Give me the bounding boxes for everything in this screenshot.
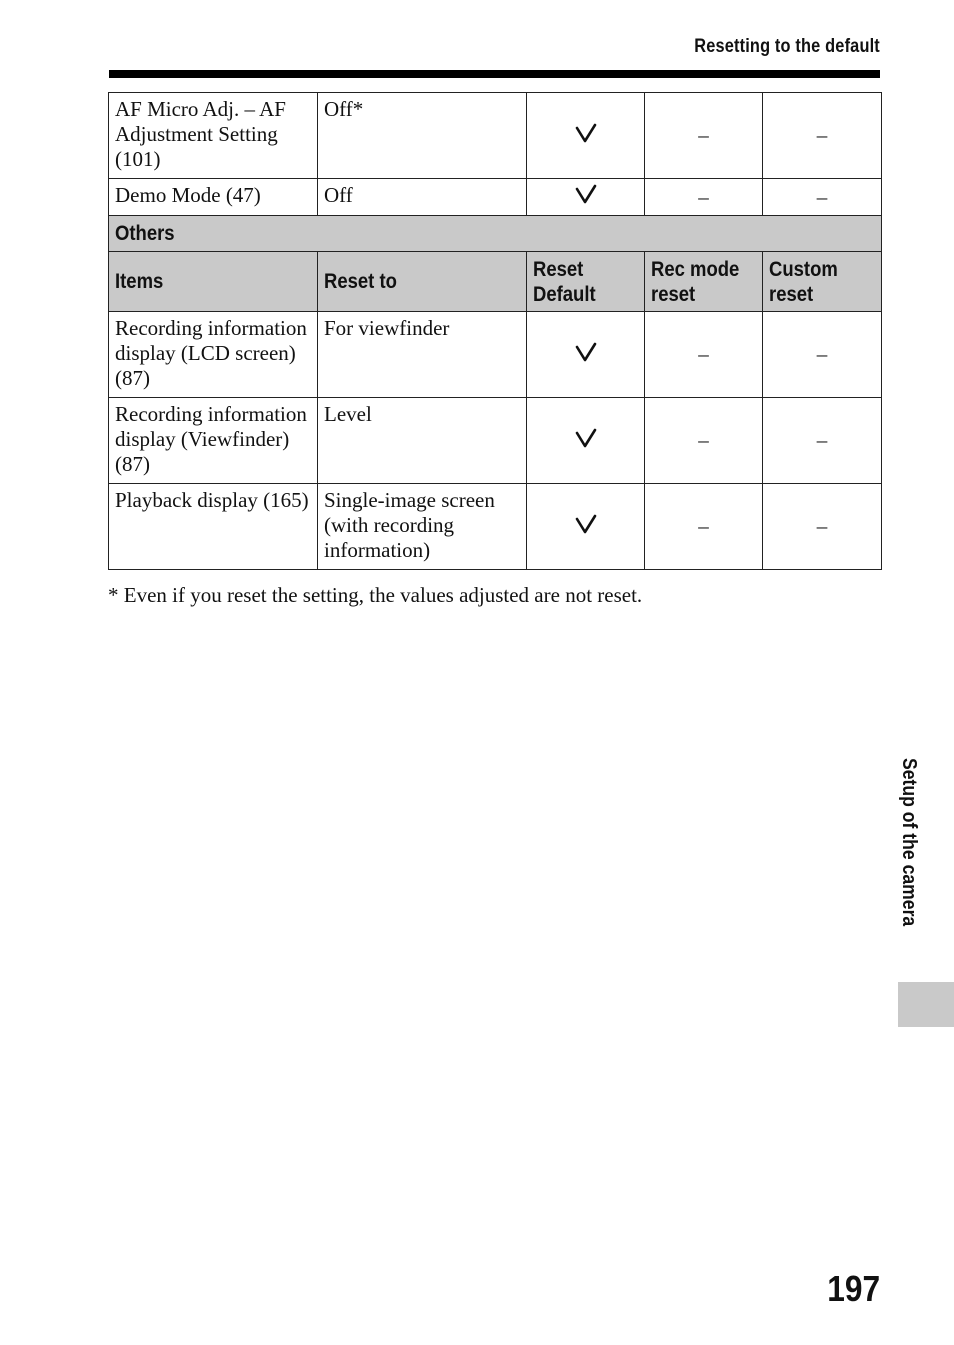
reset-to-cell: Level [318, 398, 527, 484]
table-row [109, 398, 882, 484]
check-icon [575, 122, 597, 144]
column-header-rec-mode-reset: Rec mode reset [645, 252, 763, 312]
check-icon [575, 341, 597, 363]
rec-mode-reset-cell: – [645, 179, 763, 216]
rec-mode-reset-cell: – [645, 312, 763, 398]
section-row [109, 216, 882, 252]
page-header-title: Resetting to the default [694, 36, 880, 57]
table-row [109, 93, 882, 179]
custom-reset-cell: – [763, 179, 882, 216]
column-header-items: Items [109, 252, 318, 312]
settings-table [108, 92, 882, 570]
side-tab-label-text: Setup of the camera [898, 758, 920, 927]
rec-mode-reset-cell: – [645, 484, 763, 570]
table-row [109, 484, 882, 570]
custom-reset-cell: – [763, 312, 882, 398]
table-row [109, 312, 882, 398]
reset-default-cell [527, 93, 645, 179]
table-row [109, 179, 882, 216]
check-icon [575, 183, 597, 205]
footnote: * Even if you reset the setting, the values adjusted are not reset. [108, 583, 643, 607]
side-tab-label [892, 758, 922, 968]
reset-to-cell: Off [318, 179, 527, 216]
reset-default-cell [527, 179, 645, 216]
check-icon [575, 427, 597, 449]
reset-to-cell: Single-image screen (with recording information) [318, 484, 527, 570]
reset-default-cell [527, 312, 645, 398]
rec-mode-reset-cell: – [645, 398, 763, 484]
column-header-reset-default: Reset Default [527, 252, 645, 312]
reset-to-cell: For viewfinder [318, 312, 527, 398]
reset-to-cell: Off* [318, 93, 527, 179]
check-icon [575, 513, 597, 535]
page-number: 197 [827, 1268, 880, 1309]
section-title: Others [109, 216, 882, 252]
item-cell: Demo Mode (47) [109, 179, 318, 216]
custom-reset-cell: – [763, 484, 882, 570]
reset-default-cell [527, 398, 645, 484]
item-cell: Recording information display (Viewfinder) (87) [109, 398, 318, 484]
header-row [109, 252, 882, 312]
header-rule [109, 70, 880, 78]
item-cell: Recording information display (LCD screen) (87) [109, 312, 318, 398]
rec-mode-reset-cell: – [645, 93, 763, 179]
reset-default-cell [527, 484, 645, 570]
column-header-custom-reset: Custom reset [763, 252, 882, 312]
item-cell: Playback display (165) [109, 484, 318, 570]
column-header-reset-to: Reset to [318, 252, 527, 312]
side-tab-marker [898, 982, 954, 1027]
custom-reset-cell: – [763, 93, 882, 179]
custom-reset-cell: – [763, 398, 882, 484]
item-cell: AF Micro Adj. – AF Adjustment Setting (101) [109, 93, 318, 179]
